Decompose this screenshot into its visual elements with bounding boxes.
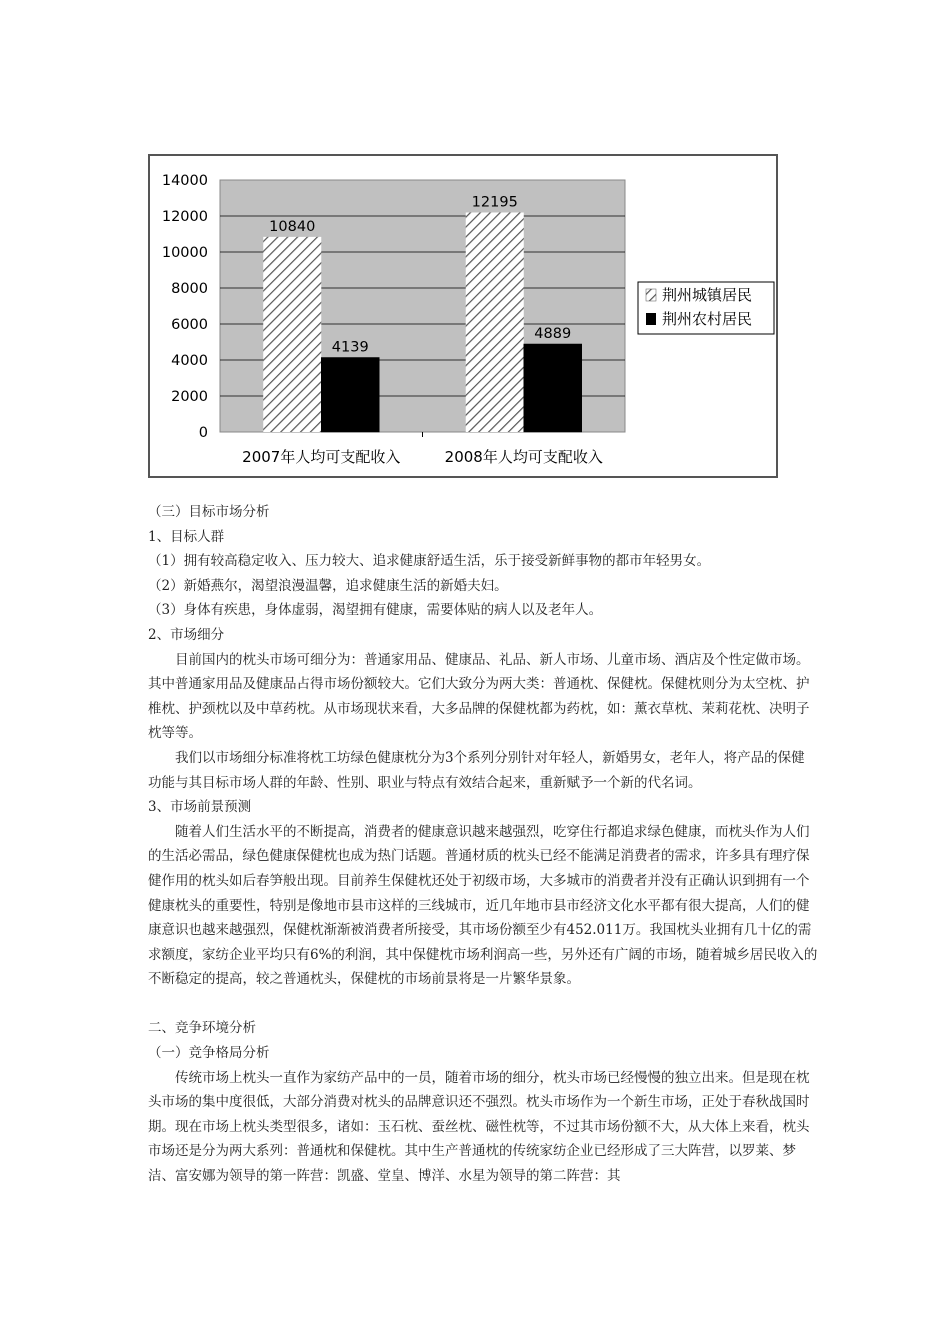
- bar-urban: [263, 237, 321, 432]
- x-category-label: 2008年人均可支配收入: [444, 448, 603, 466]
- legend-swatch-urban: [646, 289, 656, 301]
- target-item-2: （2）新婚燕尔，渴望浪漫温馨，追求健康生活的新婚夫妇。: [148, 577, 508, 594]
- y-tick-label: 0: [198, 425, 208, 441]
- segmentation-paragraph-2: 我们以市场细分标准将枕工坊绿色健康枕分为3个系列分别针对年轻人，新婚男女，老年人，将产品的保健功能与其目标市场人群的年龄、性别、职业与特点有效结合起来，重新赋予一个新的代名词。: [148, 749, 805, 791]
- y-tick-label: 4000: [171, 353, 208, 369]
- bar-value-label: 4889: [534, 325, 572, 342]
- bar-value-label: 10840: [269, 218, 316, 235]
- subsection-3-title: 3、市场前景预测: [148, 799, 252, 816]
- section-2-1-title: （一）竞争格局分析: [148, 1045, 270, 1062]
- y-tick-label: 12000: [161, 209, 208, 225]
- target-item-3: （3）身体有疾患，身体虚弱，渴望拥有健康，需要体贴的病人以及老年人。: [148, 602, 603, 619]
- y-tick-label: 10000: [161, 245, 208, 261]
- subsection-1-title: 1、目标人群: [148, 528, 225, 545]
- bar-value-label: 12195: [471, 194, 518, 211]
- y-tick-label: 2000: [171, 389, 208, 405]
- y-tick-label: 14000: [161, 173, 208, 189]
- bar-value-label: 4139: [331, 339, 369, 356]
- legend-label-rural: 荆州农村居民: [662, 310, 753, 328]
- segmentation-paragraph-1: 目前国内的枕头市场可细分为：普通家用品、健康品、礼品、新人市场、儿童市场、酒店及个性定做市场。其中普通家用品及健康品占得市场份额较大。它们大致分为两大类：普通枕、保健枕。保健枕则分为太空枕、护椎枕、护颈枕以及中草药枕。从市场现状来看，大多品牌的保健枕都为药枕，如：薰衣草枕、茉莉花枕、决明子枕等等。: [148, 651, 810, 742]
- subsection-2-title: 2、市场细分: [148, 626, 225, 643]
- y-tick-label: 6000: [171, 317, 208, 333]
- legend-swatch-rural: [646, 313, 656, 325]
- y-tick-label: 8000: [171, 281, 208, 297]
- forecast-paragraph: 随着人们生活水平的不断提高，消费者的健康意识越来越强烈，吃穿住行都追求绿色健康，而枕头作为人们的生活必需品，绿色健康保健枕也成为热门话题。普通材质的枕头已经不能满足消费者的需求，许多具有理疗保健作用的枕头如后春笋般出现。目前养生保健枕还处于初级市场，大多城市的消费者并没有正确认识到拥有一个健康枕头的重要性，特别是像地市县市这样的三线城市，近几年地市县市经济文化水平都有很大提高，人们的健康意识也越来越强烈，保健枕渐渐被消费者所接受，其市场份额至少有452.011万。我国枕头业拥有几十亿的需求额度，家纺企业平均只有6%的利润，其中保健枕市场利润高一些，另外还有广阔的市场，随着城乡居民收入的不断稳定的提高，较之普通枕头，保健枕的市场前景将是一片繁华景象。: [148, 823, 818, 988]
- blank-line: [148, 992, 818, 1017]
- section-2-title: 二、竞争环境分析: [148, 1020, 256, 1037]
- income-bar-chart: [148, 154, 778, 478]
- chart-legend: [638, 282, 774, 334]
- bar-rural: [524, 344, 582, 432]
- x-category-label: 2007年人均可支配收入: [242, 448, 401, 466]
- chart-canvas: [150, 156, 776, 476]
- target-item-1: （1）拥有较高稳定收入、压力较大、追求健康舒适生活，乐于接受新鲜事物的都市年轻男女。: [148, 553, 711, 570]
- bar-rural: [321, 357, 379, 432]
- bar-urban: [466, 212, 524, 432]
- legend-label-urban: 荆州城镇居民: [662, 286, 753, 304]
- competition-paragraph: 传统市场上枕头一直作为家纺产品中的一员，随着市场的细分，枕头市场已经慢慢的独立出来。但是现在枕头市场的集中度很低，大部分消费对枕头的品牌意识还不强烈。枕头市场作为一个新生市场，正处于春秋战国时期。现在市场上枕头类型很多，诸如：玉石枕、蚕丝枕、磁性枕等，不过其市场份额不大，从大体上来看，枕头市场还是分为两大系列：普通枕和保健枕。其中生产普通枕的传统家纺企业已经形成了三大阵营，以罗莱、梦洁、富安娜为领导的第一阵营：凯盛、堂皇、博洋、水星为领导的第二阵营：其: [148, 1069, 810, 1185]
- document-body: [148, 500, 818, 1189]
- section-3-title: （三）目标市场分析: [148, 504, 270, 520]
